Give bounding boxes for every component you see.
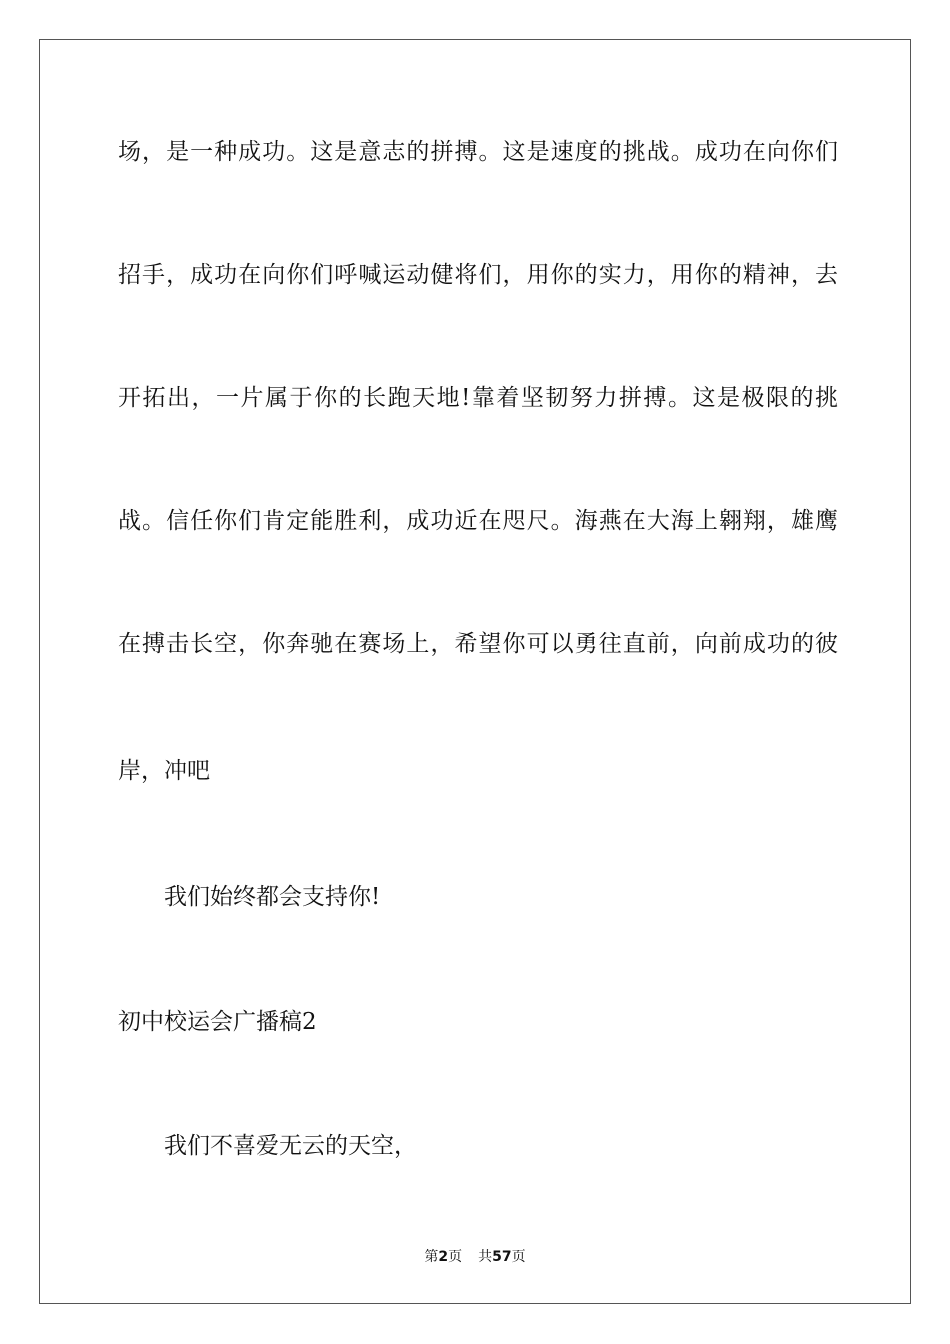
- total-prefix: 共: [478, 1249, 493, 1265]
- body-line-3: 开拓出，一片属于你的长跑天地!靠着坚韧努力拼搏。这是极限的挑: [118, 385, 838, 411]
- body-line-4: 战。信任你们肯定能胜利，成功近在咫尺。海燕在大海上翱翔，雄鹰: [118, 508, 838, 534]
- body-line-6: 岸，冲吧: [118, 758, 210, 784]
- page-border: [39, 39, 911, 1304]
- support-line: 我们始终都会支持你!: [164, 884, 381, 910]
- body-line-5: 在搏击长空，你奔驰在赛场上，希望你可以勇往直前，向前成功的彼: [118, 631, 838, 657]
- total-suffix: 页: [511, 1249, 526, 1265]
- section-heading: 初中校运会广播稿2: [118, 1009, 317, 1035]
- page-suffix: 页: [448, 1249, 463, 1265]
- page-number: 2: [438, 1249, 449, 1265]
- total-pages: 57: [492, 1249, 512, 1265]
- page-footer: [0, 1246, 950, 1266]
- body-line-1: 场，是一种成功。这是意志的拼搏。这是速度的挑战。成功在向你们: [118, 139, 838, 165]
- page-prefix: 第: [424, 1249, 439, 1265]
- poem-line: 我们不喜爱无云的天空，: [164, 1133, 417, 1159]
- body-line-2: 招手，成功在向你们呼喊运动健将们，用你的实力，用你的精神，去: [118, 262, 838, 288]
